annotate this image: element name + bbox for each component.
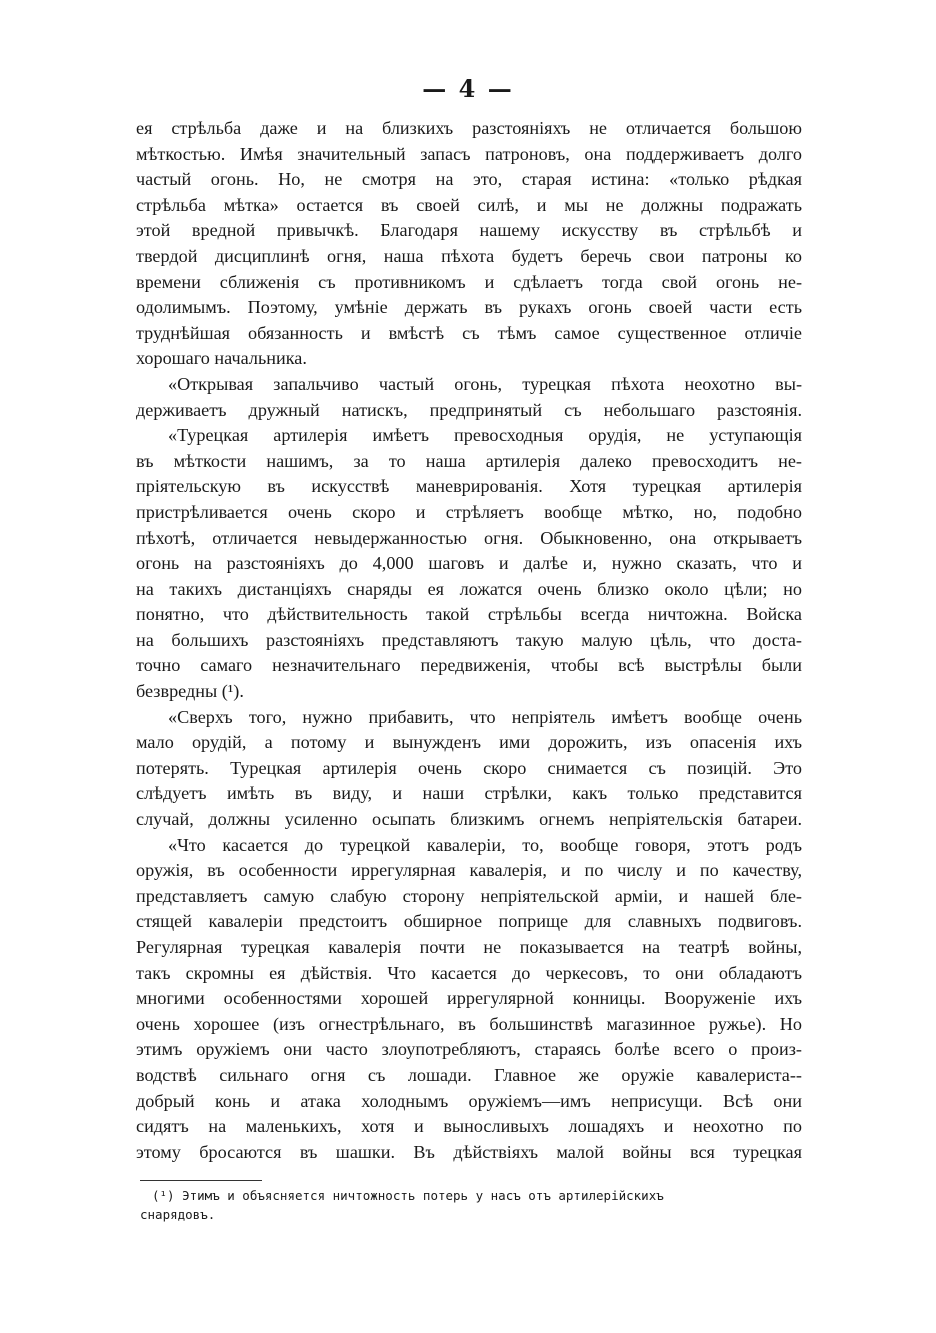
text-line: на большихъ разстояніяхъ представляютъ такую малую цѣль, что доста- bbox=[136, 629, 802, 650]
text-line: потерять. Турецкая артилерія очень скоро снимается съ позицій. Это bbox=[136, 757, 802, 778]
text-line: пѣхотѣ, отличается невыдержанностью огня. Обыкновенно, она открываетъ bbox=[136, 527, 802, 548]
text-line: огонь на разстояніяхъ до 4,000 шаговъ и далѣе и, нужно сказать, что и bbox=[136, 553, 802, 574]
text-line: ея стрѣльба даже и на близкихъ разстояніяхъ не отличается большою bbox=[136, 118, 802, 138]
text-line: стящей кавалеріи предстоитъ обширное поприще для славныхъ подвиговъ. bbox=[136, 911, 802, 932]
text-line: этому бросаются въ шашки. Въ дѣйствіяхъ малой войны вся турецкая bbox=[136, 1141, 802, 1162]
text-line: очень хорошее (изъ огнестрѣльнаго, въ большинствѣ магазинное ружье). Но bbox=[136, 1013, 802, 1034]
text-line: пріятельскую въ искусствѣ маневрированія. Хотя турецкая артилерія bbox=[136, 476, 802, 497]
text-line: слѣдуетъ имѣть въ виду, и наши стрѣлки, какъ только представится bbox=[136, 783, 802, 804]
text-line: держиваетъ дружный натискъ, предпринятый съ небольшаго разстоянія. bbox=[136, 399, 802, 420]
text-line: «Турецкая артилерія имѣетъ превосходныя орудія, не уступающія bbox=[168, 425, 802, 446]
text-line: понятно, что дѣйствительность такой стрѣльбы всегда ничтожна. Войска bbox=[136, 604, 802, 625]
text-line: точно самаго незначительнаго передвиженія, чтобы всѣ выстрѣлы были bbox=[136, 655, 802, 676]
text-line: «Сверхъ того, нужно прибавить, что непріятель имѣетъ вообще очень bbox=[168, 706, 802, 727]
page-number: — 4 — bbox=[422, 74, 514, 103]
text-line: въ мѣткости нашимъ, за то наша артилерія далеко превосходитъ не- bbox=[136, 450, 802, 471]
text-line: оружія, въ особенности иррегулярная кавалерія, и по числу и по качеству, bbox=[136, 860, 802, 881]
text-line: безвредны (¹). bbox=[136, 681, 244, 702]
text-line: «Открывая запальчиво частый огонь, турецкая пѣхота неохотно вы- bbox=[168, 373, 802, 394]
footnote-line: (¹) Этимъ и объясняется ничтожность потерь у насъ отъ артилерійскихъ bbox=[152, 1188, 664, 1203]
text-line: стрѣльба мѣтка» остается въ своей силѣ, и мы не должны подражать bbox=[136, 194, 802, 215]
text-line: Регулярная турецкая кавалерія почти не показывается на театрѣ войны, bbox=[136, 937, 802, 957]
body-text bbox=[136, 116, 802, 1165]
text-line: твердой дисциплинѣ огня, наша пѣхота будетъ беречь свои патроны ко bbox=[136, 245, 802, 266]
text-line: «Что касается до турецкой кавалеріи, то, вообще говоря, этотъ родъ bbox=[168, 834, 802, 855]
text-line: хорошаго начальника. bbox=[136, 348, 307, 369]
text-line: пристрѣливается очень скоро и стрѣляетъ вообще мѣтко, но, подобно bbox=[136, 501, 802, 522]
text-line: одолимымъ. Поэтому, умѣніе держать въ рукахъ огонь своей части есть bbox=[136, 297, 802, 318]
text-line: на такихъ дистанціяхъ снаряды ея ложатся очень близко около цѣли; но bbox=[136, 578, 802, 599]
text-line: времени сближенія съ противникомъ и сдѣлаетъ тогда свой огонь не- bbox=[136, 271, 802, 292]
text-line: этой вредной привычкѣ. Благодаря нашему искусству въ стрѣльбѣ и bbox=[136, 220, 802, 241]
footnote-line: снарядовъ. bbox=[140, 1207, 216, 1222]
text-line: представляетъ самую слабую сторону непріятельской арміи, и нашей бле- bbox=[136, 885, 802, 906]
text-line: мало орудій, а потому и вынужденъ ими дорожить, изъ опасенія ихъ bbox=[136, 732, 802, 753]
text-line: многими особенностями хорошей иррегулярной конницы. Вооруженіе ихъ bbox=[136, 988, 802, 1009]
footnote bbox=[140, 1186, 800, 1224]
text-line: водствѣ сильнаго огня съ лошади. Главное же оружіе кавалериста-- bbox=[136, 1064, 802, 1085]
text-line: этимъ оружіемъ они часто злоупотребляютъ, стараясь болѣе всего о произ- bbox=[136, 1039, 802, 1060]
text-line: случай, должны усиленно осыпать близкимъ огнемъ непріятельскія батареи. bbox=[136, 809, 802, 830]
text-line: такъ скромны ея дѣйствія. Что касается до черкесовъ, то они обладаютъ bbox=[136, 962, 802, 983]
text-line: добрый конь и атака холоднымъ оружіемъ—имъ неприсущи. Всѣ они bbox=[136, 1090, 802, 1111]
text-line: мѣткостью. Имѣя значительный запасъ патроновъ, она поддерживаетъ долго bbox=[136, 143, 802, 164]
text-line: труднѣйшая обязанность и вмѣстѣ съ тѣмъ самое существенное отличіе bbox=[136, 322, 802, 343]
text-line: частый огонь. Но, не смотря на это, старая истина: «только рѣдкая bbox=[136, 169, 802, 190]
footnote-divider bbox=[140, 1180, 262, 1181]
text-line: сидятъ на маленькихъ, хотя и выносливыхъ лошадяхъ и неохотно по bbox=[136, 1116, 802, 1137]
